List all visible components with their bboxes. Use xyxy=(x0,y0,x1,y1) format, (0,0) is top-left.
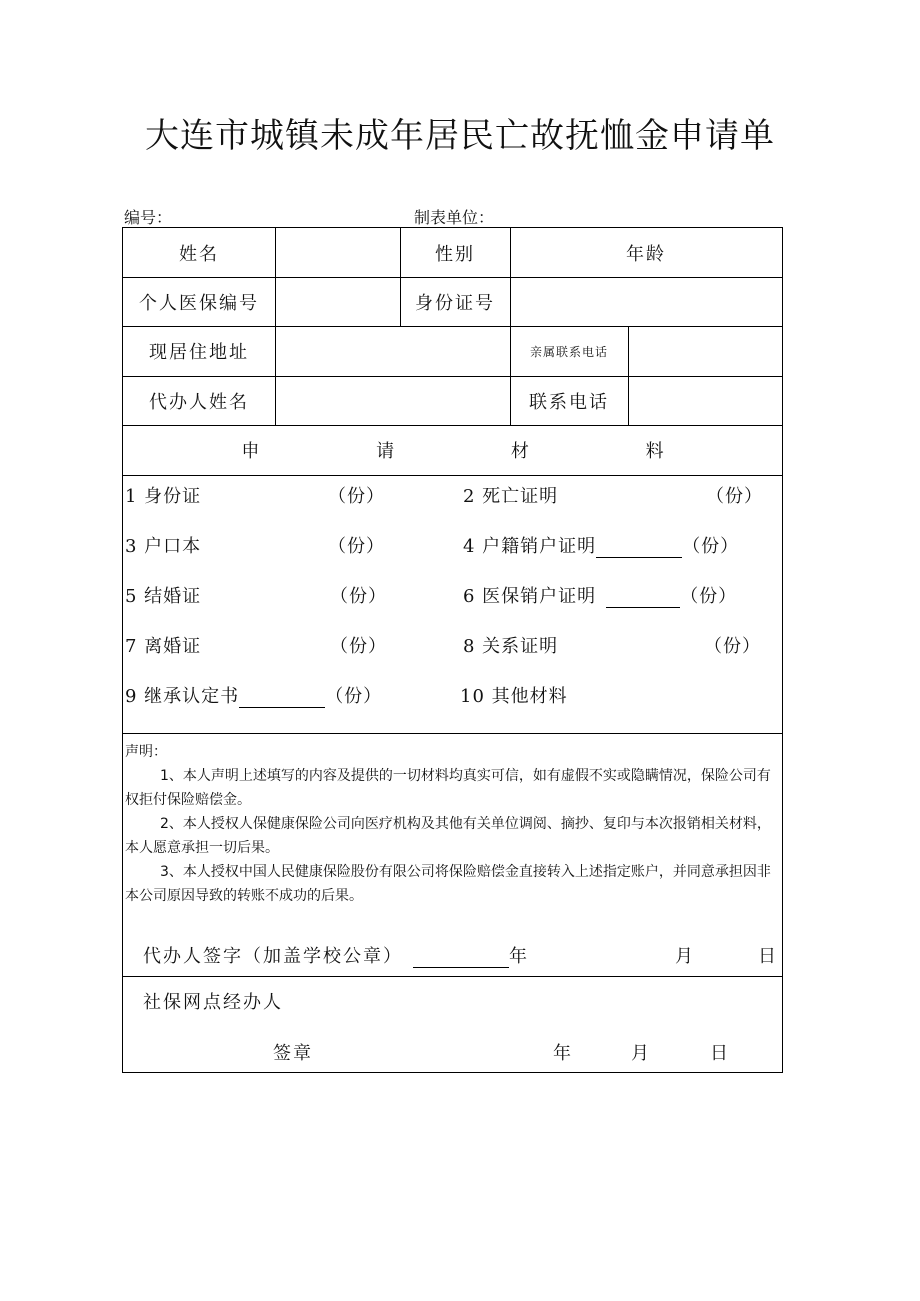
material-copies: （份） xyxy=(680,586,738,607)
row-divider xyxy=(123,475,782,476)
materials-header-char: 料 xyxy=(645,441,664,462)
materials-header-char: 请 xyxy=(376,441,395,462)
id-no-field[interactable] xyxy=(510,277,782,326)
insurance-no-field[interactable] xyxy=(275,277,400,326)
declaration-item: 3、本人授权中国人民健康保险股份有限公司将保险赔偿金直接转入上述指定账户，并同意承担因非本公司原因导致的转账不成功的后果。 xyxy=(125,864,771,904)
application-form-table xyxy=(122,227,783,1073)
form-title: 大连市城镇未成年居民亡故抚恤金申请单 xyxy=(145,116,775,156)
office-year: 年 xyxy=(553,1043,573,1064)
signature-month: 月 xyxy=(675,946,695,967)
office-month: 月 xyxy=(631,1043,651,1064)
signature-day: 日 xyxy=(758,946,778,967)
gender-label: 性别 xyxy=(435,243,475,265)
material-count-blank[interactable] xyxy=(606,589,680,608)
address-field[interactable] xyxy=(275,326,510,376)
contact-phone-label: 联系电话 xyxy=(529,391,609,413)
material-copies: （份） xyxy=(682,536,740,557)
age-label: 年龄 xyxy=(626,243,666,265)
material-copies: （份） xyxy=(325,686,383,707)
material-copies: （份） xyxy=(330,636,387,657)
material-divorce-certificate: 7 离婚证 xyxy=(125,636,202,657)
relative-phone-field[interactable] xyxy=(628,326,782,376)
material-household-register: 3 户口本 xyxy=(125,536,202,557)
signature-year: 年 xyxy=(509,946,529,967)
material-inheritance-line xyxy=(125,682,382,708)
material-count-blank[interactable] xyxy=(239,689,325,708)
material-death-certificate: 2 死亡证明 xyxy=(463,486,559,507)
agent-signature-blank[interactable] xyxy=(413,949,509,968)
material-copies: （份） xyxy=(706,486,763,507)
material-relationship-proof: 8 关系证明 xyxy=(463,636,559,657)
materials-header-char: 材 xyxy=(510,441,529,462)
declaration-item: 1、本人声明上述填写的内容及提供的一切材料均真实可信，如有虚假不实或隐瞒情况，保险公司有权拒付保险赔偿金。 xyxy=(125,768,771,808)
unit-label: 制表单位： xyxy=(414,208,495,227)
materials-header xyxy=(123,425,782,475)
contact-phone-field[interactable] xyxy=(628,376,782,425)
material-marriage-certificate: 5 结婚证 xyxy=(125,586,202,607)
agent-signature-line xyxy=(143,942,529,968)
number-label: 编号： xyxy=(124,208,173,227)
material-copies: （份） xyxy=(328,536,385,557)
material-insurance-line xyxy=(463,582,737,608)
material-id-card: 1 身份证 xyxy=(125,486,202,507)
declaration-heading: 声明： xyxy=(125,744,167,760)
office-agent-label: 社保网点经办人 xyxy=(143,992,283,1013)
declaration-section xyxy=(125,740,780,908)
material-insurance-deregistration: 6 医保销户证明 xyxy=(463,586,597,607)
insurance-no-label: 个人医保编号 xyxy=(139,292,259,314)
office-day: 日 xyxy=(710,1043,730,1064)
material-copies: （份） xyxy=(330,586,387,607)
material-household-deregistration: 4 户籍销户证明 xyxy=(463,536,597,557)
relative-phone-label: 亲属联系电话 xyxy=(529,344,608,359)
material-other: 10 其他材料 xyxy=(460,686,568,707)
materials-header-char: 申 xyxy=(241,441,260,462)
id-no-label: 身份证号 xyxy=(415,292,495,314)
declaration-item: 2、本人授权人保健康保险公司向医疗机构及其他有关单位调阅、摘抄、复印与本次报销相关材料，本人愿意承担一切后果。 xyxy=(125,816,771,856)
material-copies: （份） xyxy=(704,636,761,657)
agent-name-field[interactable] xyxy=(275,376,510,425)
row-divider xyxy=(123,733,782,734)
name-field[interactable] xyxy=(275,228,400,277)
material-copies: （份） xyxy=(328,486,385,507)
address-label: 现居住地址 xyxy=(149,342,249,363)
row-divider xyxy=(123,976,782,977)
agent-name-label: 代办人姓名 xyxy=(149,391,249,413)
material-inheritance-certificate: 9 继承认定书 xyxy=(125,686,240,707)
material-count-blank[interactable] xyxy=(596,539,682,558)
agent-signature-label: 代办人签字（加盖学校公章） xyxy=(143,946,403,967)
office-seal-label: 签章 xyxy=(273,1043,313,1064)
material-deregistration-line xyxy=(463,532,739,558)
name-label: 姓名 xyxy=(179,243,219,265)
